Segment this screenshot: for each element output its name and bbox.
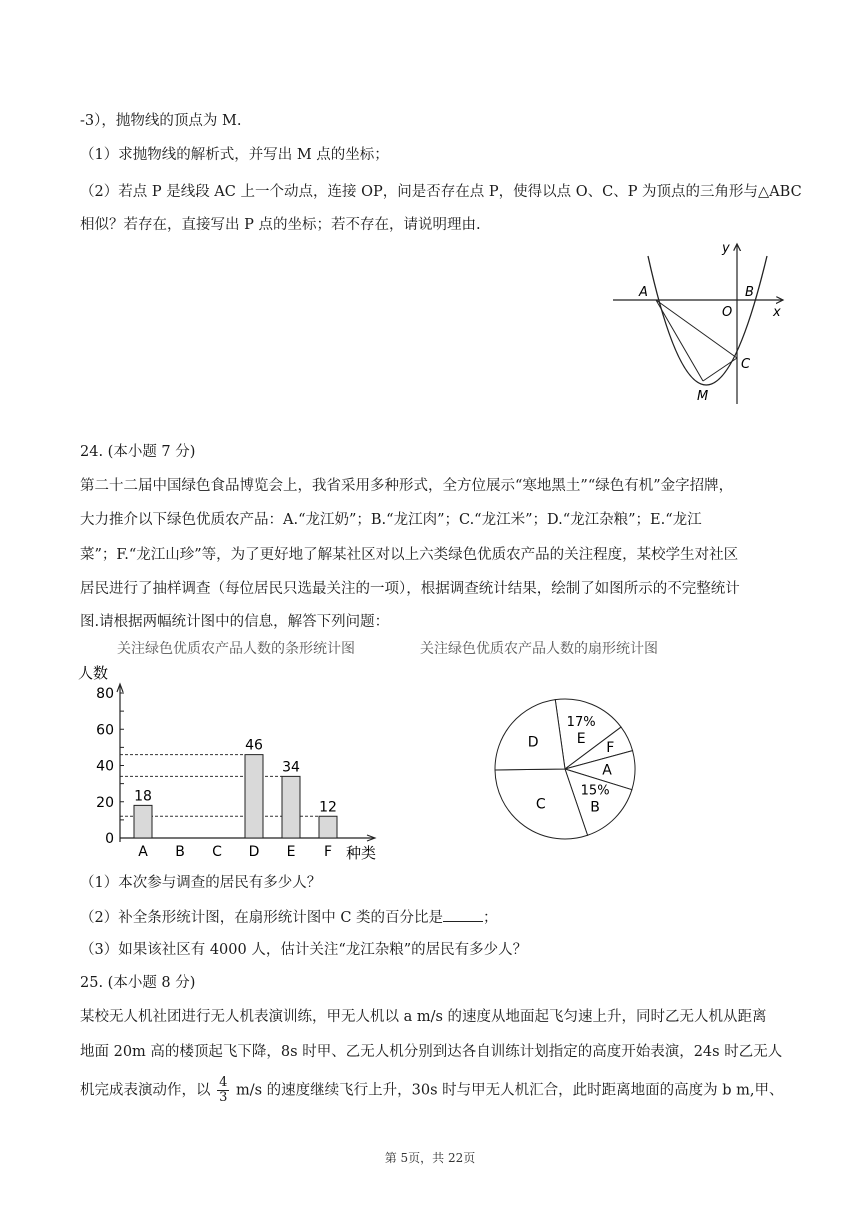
fraction-numerator: 4 (219, 1075, 228, 1090)
fraction-denominator: 3 (219, 1090, 228, 1105)
x-tick-label: C (212, 844, 222, 860)
pie-chart (470, 694, 660, 884)
label-x: x (773, 305, 781, 320)
fraction (217, 1076, 229, 1105)
y-tick-label: 80 (96, 686, 114, 702)
pie-percent-label: 17% (566, 715, 596, 731)
pie-category-label: D (527, 734, 539, 751)
pie-category-label: C (535, 796, 546, 813)
q24-question-2 (80, 907, 498, 928)
q25-paragraph-2: 地面 20m 高的楼顶起飞下降，8s 时甲、乙无人机分别到达各自训练计划指定的高度开始表演，24s 时乙无人 (80, 1044, 783, 1060)
q24-question-1: （1）本次参与调查的居民有多少人？ (80, 875, 322, 891)
q24-question-3: （3）如果该社区有 4000 人，估计关注“龙江杂粮”的居民有多少人？ (80, 942, 528, 958)
x-tick-label: B (175, 844, 185, 860)
bar (282, 776, 300, 838)
label-O: O (722, 305, 733, 320)
y-tick-label: 20 (96, 794, 114, 811)
q24-heading: 24. (本小题 7 分) (80, 444, 196, 460)
q24-question-2-end: ； (483, 910, 498, 926)
q24-paragraph-3: 菜”；F.“龙江山珍”等，为了更好地了解某社区对以上六类绿色优质农产品的关注程度，某校学生对社区 (80, 547, 739, 563)
page-footer: 第 5页，共 22页 (384, 1151, 476, 1165)
bar-data-label: 34 (282, 759, 300, 776)
q24-paragraph-1: 第二十二届中国绿色食品博览会上，我省采用多种形式，全方位展示“寒地黑土”“绿色有机”金字招牌， (80, 478, 734, 494)
bar (319, 816, 337, 838)
x-tick-label: A (138, 844, 148, 860)
x-tick-label: D (248, 844, 260, 860)
q23-question-2: （2）若点 P 是线段 AC 上一个动点，连接 OP，问是否存在点 P，使得以点 O、C、P 为顶点的三角形与△ABC (80, 184, 802, 200)
bar-chart-title: 关注绿色优质农产品人数的条形统计图 (117, 641, 355, 657)
q25-heading: 25. (本小题 8 分) (80, 975, 196, 991)
pie-category-label: A (602, 762, 612, 779)
x-tick-label: F (323, 844, 333, 860)
parabola-figure (605, 236, 815, 411)
q23-question-1: （1）求抛物线的解析式，并写出 M 点的坐标； (80, 147, 389, 163)
pie-category-label: B (590, 799, 600, 816)
answer-blank[interactable] (443, 907, 483, 922)
bar-data-label: 12 (319, 799, 337, 816)
label-y: y (722, 241, 730, 256)
label-M: M (697, 389, 709, 404)
segment-AM (656, 300, 703, 381)
pie-category-label: E (576, 731, 586, 748)
bar (134, 805, 152, 838)
q25-paragraph-1: 某校无人机社团进行无人机表演训练，甲无人机以 a m/s 的速度从地面起飞匀速上升，同时乙无人机从距离 (80, 1009, 767, 1025)
y-tick-label: 40 (96, 758, 114, 775)
q25-paragraph-3-end: m/s 的速度继续飞行上升，30s 时与甲无人机汇合，此时距离地面的高度为 b m,甲、 (236, 1082, 784, 1099)
q25-paragraph-3-start: 机完成表演动作，以 (80, 1082, 211, 1099)
y-tick-label: 0 (105, 831, 114, 847)
q24-paragraph-5: 图.请根据两幅统计图中的信息，解答下列问题： (80, 614, 390, 630)
pie-chart-title: 关注绿色优质农产品人数的扇形统计图 (420, 641, 658, 657)
bar-chart-ylabel: 人数 (78, 664, 109, 682)
label-A: A (639, 285, 648, 300)
bar-chart-xlabel: 种类 (346, 844, 377, 862)
label-C: C (741, 357, 751, 372)
pie-percent-label: 15% (580, 783, 610, 799)
q23-question-2-cont: 相似？若存在，直接写出 P 点的坐标；若不存在，请说明理由. (80, 217, 481, 233)
bar-chart (76, 658, 396, 868)
q25-paragraph-3 (80, 1076, 784, 1105)
bar (245, 755, 263, 838)
q24-paragraph-4: 居民进行了抽样调查（每位居民只选最关注的一项），根据调查统计结果，绘制了如图所示的不完整统计 (80, 581, 740, 597)
y-tick-label: 60 (96, 722, 114, 739)
label-B: B (745, 285, 754, 300)
x-tick-label: E (286, 844, 296, 860)
q24-question-2-text: （2）补全条形统计图，在扇形统计图中 C 类的百分比是 (80, 910, 444, 926)
q24-paragraph-2: 大力推介以下绿色优质农产品：A.“龙江奶”；B.“龙江肉”；C.“龙江米”；D.“龙江杂粮”；E.“龙江 (80, 512, 702, 528)
bar-data-label: 18 (134, 788, 152, 805)
q23-line-1: -3），抛物线的顶点为 M. (80, 113, 242, 129)
pie-category-label: F (606, 739, 615, 756)
bar-data-label: 46 (245, 737, 263, 754)
